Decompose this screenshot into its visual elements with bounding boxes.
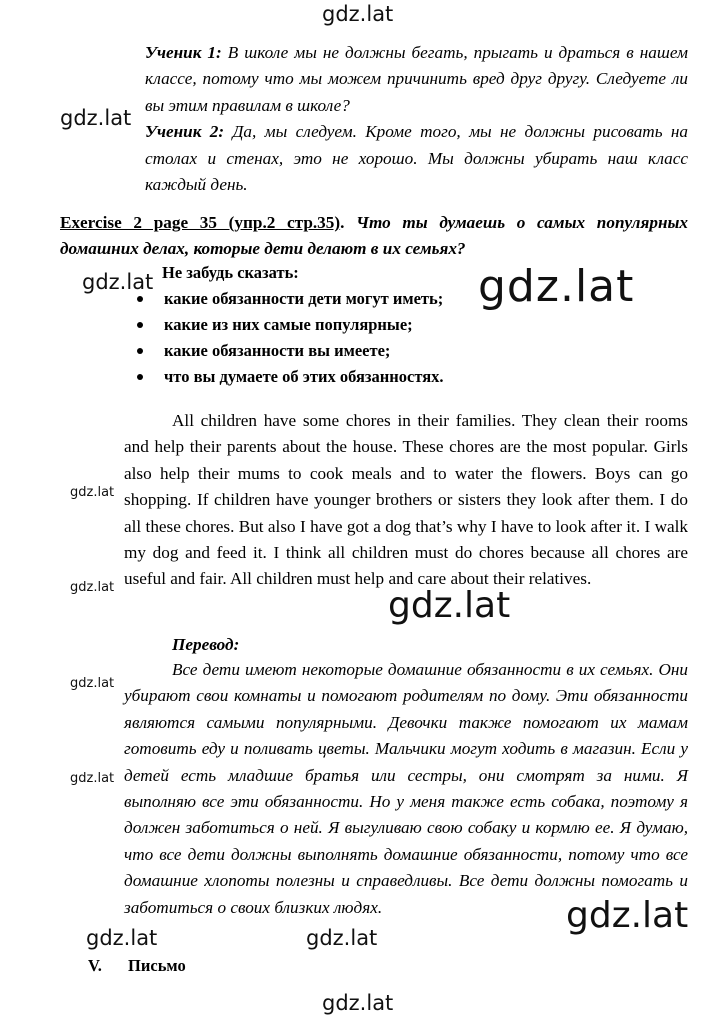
list-item: какие обязанности дети могут иметь; xyxy=(136,286,496,312)
translation-text: Все дети имеют некоторые домашние обязанности в их семьях. Они убирают свои комнаты и помогают родителям по дому. Эти обязанности являются самыми популярными. Девочки также помогают их мамам готовить еду и поливать цветы. Мальчики могут ходить в магазин. Если у детей есть младшие братья или сестры, они смотрят за ними. Я выполняю все эти обязанности. Но у меня также есть собака, поэтому я должен заботиться о ней. Я выгуливаю свою собаку и кормлю ее. Я думаю, что все дети должны выполнять домашние обязанности, потому что все домашние хлопоты полезны и справедливы. Все дети должны помогать и заботиться о своих близких людях. xyxy=(124,660,688,917)
section-title: Письмо xyxy=(128,956,186,975)
watermark: gdz.lat xyxy=(70,676,115,691)
reminder-title: Не забудь сказать: xyxy=(162,263,299,282)
dialogue-line-1 xyxy=(145,40,688,119)
list-item: какие обязанности вы имеете; xyxy=(136,338,496,364)
watermark: gdz.lat xyxy=(478,261,635,312)
answer-english: All children have some chores in their families. They clean their rooms and help their parents about the house. These chores are the most popular. Girls also help their mums to cook meals and to water the flowers. Boys can go shopping. If children have younger brothers or sisters they look after them. I do all these chores. But also I have got a dog that’s why I have to look after it. I walk my dog and feed it. I think all children must do chores because all chores are useful and fair. All children must help and care about their relatives. xyxy=(124,411,688,589)
watermark: gdz.lat xyxy=(86,926,158,950)
watermark: gdz.lat xyxy=(306,926,378,950)
reminder xyxy=(136,260,496,390)
watermark: gdz.lat xyxy=(70,580,115,595)
exercise-question: Что ты думаешь о самых популярных домашних делах, которые дети делают в их семьях? xyxy=(60,213,689,259)
watermark: gdz.lat xyxy=(322,2,394,26)
list-item: что вы думаете об этих обязанностях. xyxy=(136,364,496,390)
watermark: gdz.lat xyxy=(322,991,394,1015)
list-item: какие из них самые популярные; xyxy=(136,312,496,338)
dialogue xyxy=(145,40,688,198)
watermark: gdz.lat xyxy=(566,895,689,936)
exercise-ref: Exercise 2 page 35 (упр.2 стр.35) xyxy=(60,213,341,232)
speaker-label: Ученик 2: xyxy=(145,122,225,142)
watermark: gdz.lat xyxy=(70,485,115,500)
dialogue-line-2 xyxy=(145,119,688,198)
watermark: gdz.lat xyxy=(70,771,115,786)
section-number: V. xyxy=(88,956,102,975)
dialogue-text: Да, мы следуем. Кроме того, мы не должны рисовать на столах и стенах, это не хорошо. Мы должны убирать наш класс каждый день. xyxy=(145,122,688,195)
speaker-label: Ученик 1: xyxy=(145,43,222,62)
exercise-heading xyxy=(60,210,688,263)
translation-title: Перевод: xyxy=(172,635,240,654)
reminder-list xyxy=(136,286,496,390)
watermark: gdz.lat xyxy=(60,106,132,130)
watermark: gdz.lat xyxy=(82,270,154,294)
exercise-dot: . xyxy=(340,213,345,232)
watermark: gdz.lat xyxy=(388,585,511,626)
section-heading xyxy=(88,953,186,979)
dialogue-text: В школе мы не должны бегать, прыгать и драться в нашем классе, потому что мы можем причинить вред друг другу. Следуете ли вы этим правилам в школе? xyxy=(145,43,688,115)
